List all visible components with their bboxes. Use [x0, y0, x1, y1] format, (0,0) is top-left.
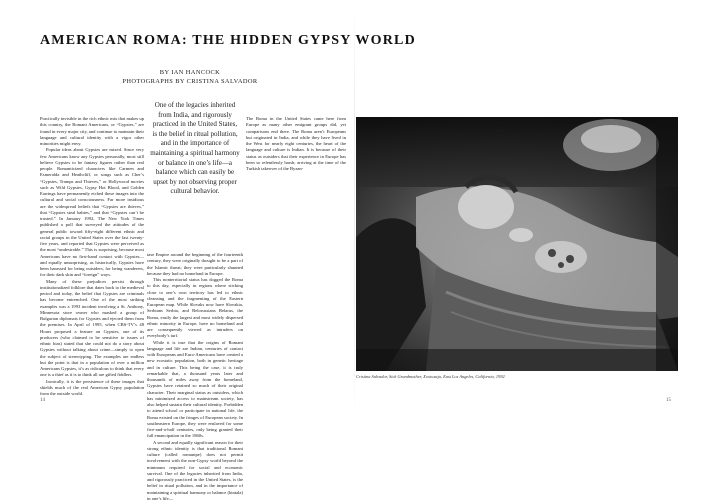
byline-photographer: PHOTOGRAPHS BY CRISTINA SALVADOR — [100, 77, 280, 86]
page-number-left: 14 — [40, 398, 45, 403]
paragraph: Popular ideas about Gypsies are mixed. Since very few Americans know any Gypsies personally, most still believe Gypsies to be fantasy figures rather than real people. Romanticized characters like Carmen and Esmeralda and Heathcliff, or songs such as Cher’s “Gypsies, Tramps and Thieves,” or Hollywood movies such as Wild Gypsies, Gypsy Hot Blood, and Golden Earrings have permanently etched these images into the cultural and social consciousness. Far more insidious are the widespread beliefs that “Gypsies are thieves,” that “Gypsies steal babies,” and that “Gypsies can’t be trusted.” In January 1992, The New York Times published a poll that surveyed the attitudes of the general public toward fifty-eight different ethnic and racial groups in the United States over the last twenty-five years, and reported that Gypsies were perceived as the most “undesirable.” This is surprising, because most Americans have no first-hand contact with Gypsies—and equally unsurprising, as historically, Gypsies have been harassed for being outsiders, for being wanderers, for their dark skin and “foreign” ways. — [40, 147, 144, 278]
paragraph: While it is true that the origins of Romani language and life are Indian, centuries of contact with Europeans and Euro-Americans have created a new ecostatic population, both in genetic heritage and in culture. This being the case, it is truly remarkable that, a thousand years later and thousands of miles away from the homeland, Gypsies have retained so much of their original character. Their marginal status as outsiders, which has minimized access to mainstream society, has also helped sustain their cultural identity. Forbidden to attend school or participate in national life, the Roma existed on the fringes of European society. In southeastern Europe, they were enslaved for some five-and-a-half centuries, only being granted their full emancipation in the 1860s. — [147, 340, 243, 440]
paragraph: Ironically, it is the persistence of these images that shields much of the real American Gypsy population from the outside world. — [40, 379, 144, 398]
paragraph: This nonterritorial status has dogged the Roma to this day, especially in regions where sticking close to one’s own territory has led to ethnic cleansing and the fragmenting of the Eastern European map. While Slovaks now have Slovakia, Serbians Serbia, and Belorussians Belarus, the Roma, easily the largest and most widely dispersed ethnic minority in Europe, have no homeland and are consequently viewed as intruders on everybody’s turf. — [147, 277, 243, 340]
text-column-3 — [246, 116, 346, 401]
paragraph: Practically invisible in the rich ethnic mix that makes up this country, the Romani Americans, or “Gypsies,” are found in every major city, and continue to maintain their language and cultural identity with a vigor other minorities might envy. — [40, 116, 144, 147]
photo-caption: Cristina Salvador, Sick Grandmother, Xoxtoxaja, East Los Angeles, California, 1992 — [356, 374, 686, 379]
text-column-1 — [40, 116, 144, 401]
page-gutter-shadow — [354, 0, 355, 420]
paragraph: The Roma in the United States came here from Europe as many other emigrant groups did, yet comparisons end there. The Roma aren’t Europeans but originated in India, and while they have lived in the West for nearly eight centuries, the heart of the language and culture is Indian. It is because of their status as outsiders that their experience in Europe has been so relentlessly harsh; arriving at the time of the Turkish takeover of the Byzan- — [246, 116, 346, 172]
paragraph: tase Empire around the beginning of the fourteenth century, they were originally thought to be a part of the Islamic threat; they were particularly shunned because they had no homeland in Europe. — [147, 252, 243, 277]
paragraph: A second and equally significant reason for their strong ethnic identity is that traditional Romani culture (called romanipe) does not permit involvement with the non-Gypsy world beyond the minimum required for social and economic survival. One of the legacies inherited from India, and rigorously practiced in the United States, is the belief in ritual pollution, and in the importance of maintaining a spiritual harmony or balance (kintala) in one’s life— — [147, 440, 243, 502]
photograph-sick-grandmother — [356, 117, 678, 371]
byline — [100, 68, 280, 86]
photo-illustration — [356, 117, 678, 371]
byline-author: BY IAN HANCOCK — [100, 68, 280, 77]
text-column-2 — [147, 252, 243, 402]
paragraph: Many of these prejudices persist through institutionalized folklore that dates back to the medieval period and today, the belief that Gypsies are criminals has become entrenched. One of the most striking examples was a 1993 incident involving a St. Anthony, Minnesota store owner who masked a group of Bulgarian diplomats for Gypsies and ejected them from the premises. In April of 1995, when CBS-TV’s 48 Hours proposed a feature on Gypsies, one of its producers (who claimed to be sensitive to issues of ethnic bias) stated that she could not do a story about Gypsies without talking about crime—simply to open the subject of stereotyping. The examples are endless but the point is that in a population of over a million Americans Gypsies, it’s as ridiculous to think that every one is a thief as it is to think all are gifted fiddlers. — [40, 279, 144, 379]
article-title: AMERICAN ROMA: THE HIDDEN GYPSY WORLD — [40, 33, 360, 49]
pull-quote: One of the legacies inherited from India, and rigorously practiced in the United States, is the belief in ritual pollution, and in the importance of maintaining a spiritual harmony or balance in one’s life—a balance which can easily be upset by not observing proper cultural behavior. — [150, 101, 240, 197]
page-number-right: 15 — [666, 398, 671, 403]
